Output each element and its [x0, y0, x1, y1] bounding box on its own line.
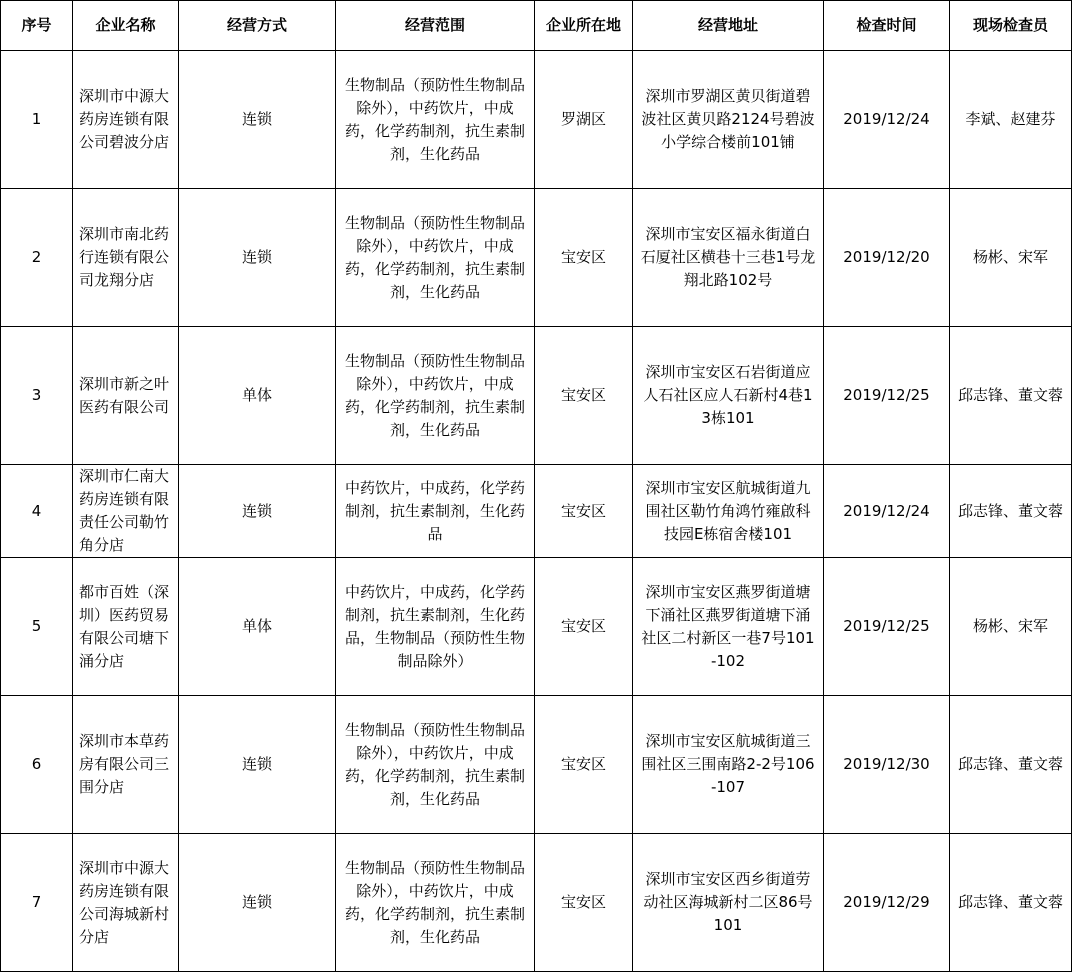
cell-inspectors: 杨彬、宋军 [950, 189, 1072, 327]
header-cell-scope: 经营范围 [336, 1, 535, 51]
cell-address: 深圳市宝安区燕罗街道塘下涌社区燕罗街道塘下涌社区二村新区一巷7号101-102 [633, 558, 824, 696]
cell-scope: 中药饮片，中成药，化学药制剂，抗生素制剂，生化药品，生物制品（预防性生物制品除外） [336, 558, 535, 696]
cell-address: 深圳市罗湖区黄贝街道碧波社区黄贝路2124号碧波小学综合楼前101铺 [633, 51, 824, 189]
cell-date: 2019/12/25 [824, 327, 950, 465]
cell-district: 宝安区 [535, 465, 633, 558]
header-cell-no: 序号 [1, 1, 73, 51]
cell-name: 都市百姓（深圳）医药贸易有限公司塘下涌分店 [73, 558, 179, 696]
table-row [1, 189, 1072, 327]
cell-address: 深圳市宝安区石岩街道应人石社区应人石新村4巷13栋101 [633, 327, 824, 465]
cell-scope: 生物制品（预防性生物制品除外），中药饮片，中成药，化学药制剂，抗生素制剂，生化药品 [336, 189, 535, 327]
cell-inspectors: 邱志锋、董文蓉 [950, 696, 1072, 834]
cell-inspectors: 邱志锋、董文蓉 [950, 834, 1072, 972]
cell-name: 深圳市中源大药房连锁有限公司碧波分店 [73, 51, 179, 189]
cell-scope: 生物制品（预防性生物制品除外），中药饮片，中成药，化学药制剂，抗生素制剂，生化药品 [336, 696, 535, 834]
cell-mode: 连锁 [179, 465, 336, 558]
table-row [1, 465, 1072, 558]
cell-date: 2019/12/29 [824, 834, 950, 972]
table-row [1, 51, 1072, 189]
cell-mode: 单体 [179, 558, 336, 696]
cell-name: 深圳市中源大药房连锁有限公司海城新村分店 [73, 834, 179, 972]
cell-address: 深圳市宝安区福永街道白石厦社区横巷十三巷1号龙翔北路102号 [633, 189, 824, 327]
table-row [1, 696, 1072, 834]
table-row [1, 558, 1072, 696]
cell-inspectors: 邱志锋、董文蓉 [950, 465, 1072, 558]
cell-address: 深圳市宝安区航城街道三围社区三围南路2-2号106-107 [633, 696, 824, 834]
cell-district: 宝安区 [535, 696, 633, 834]
cell-scope: 生物制品（预防性生物制品除外），中药饮片，中成药，化学药制剂，抗生素制剂，生化药品 [336, 834, 535, 972]
cell-address: 深圳市宝安区航城街道九围社区勒竹角鸿竹雍啟科技园E栋宿舍楼101 [633, 465, 824, 558]
header-cell-mode: 经营方式 [179, 1, 336, 51]
header-cell-district: 企业所在地 [535, 1, 633, 51]
cell-date: 2019/12/25 [824, 558, 950, 696]
cell-date: 2019/12/24 [824, 465, 950, 558]
cell-scope: 生物制品（预防性生物制品除外），中药饮片，中成药，化学药制剂，抗生素制剂，生化药品 [336, 51, 535, 189]
table-row [1, 327, 1072, 465]
header-cell-address: 经营地址 [633, 1, 824, 51]
cell-name: 深圳市南北药行连锁有限公司龙翔分店 [73, 189, 179, 327]
cell-no: 5 [1, 558, 73, 696]
table-row [1, 834, 1072, 972]
cell-mode: 连锁 [179, 834, 336, 972]
cell-date: 2019/12/24 [824, 51, 950, 189]
cell-inspectors: 李斌、赵建芬 [950, 51, 1072, 189]
cell-district: 宝安区 [535, 558, 633, 696]
cell-mode: 单体 [179, 327, 336, 465]
cell-date: 2019/12/20 [824, 189, 950, 327]
cell-district: 罗湖区 [535, 51, 633, 189]
cell-inspectors: 杨彬、宋军 [950, 558, 1072, 696]
header-cell-name: 企业名称 [73, 1, 179, 51]
cell-no: 4 [1, 465, 73, 558]
cell-no: 3 [1, 327, 73, 465]
cell-address: 深圳市宝安区西乡街道劳动社区海城新村二区86号101 [633, 834, 824, 972]
cell-mode: 连锁 [179, 696, 336, 834]
cell-no: 6 [1, 696, 73, 834]
cell-mode: 连锁 [179, 189, 336, 327]
cell-no: 1 [1, 51, 73, 189]
cell-name: 深圳市仁南大药房连锁有限责任公司勒竹角分店 [73, 465, 179, 558]
header-row [1, 1, 1072, 51]
cell-district: 宝安区 [535, 327, 633, 465]
cell-name: 深圳市本草药房有限公司三围分店 [73, 696, 179, 834]
cell-no: 7 [1, 834, 73, 972]
cell-inspectors: 邱志锋、董文蓉 [950, 327, 1072, 465]
cell-district: 宝安区 [535, 834, 633, 972]
cell-mode: 连锁 [179, 51, 336, 189]
cell-district: 宝安区 [535, 189, 633, 327]
cell-date: 2019/12/30 [824, 696, 950, 834]
cell-scope: 中药饮片，中成药，化学药制剂，抗生素制剂，生化药品 [336, 465, 535, 558]
cell-name: 深圳市新之叶医药有限公司 [73, 327, 179, 465]
header-cell-date: 检查时间 [824, 1, 950, 51]
cell-scope: 生物制品（预防性生物制品除外），中药饮片，中成药，化学药制剂，抗生素制剂，生化药品 [336, 327, 535, 465]
header-cell-inspectors: 现场检查员 [950, 1, 1072, 51]
cell-no: 2 [1, 189, 73, 327]
